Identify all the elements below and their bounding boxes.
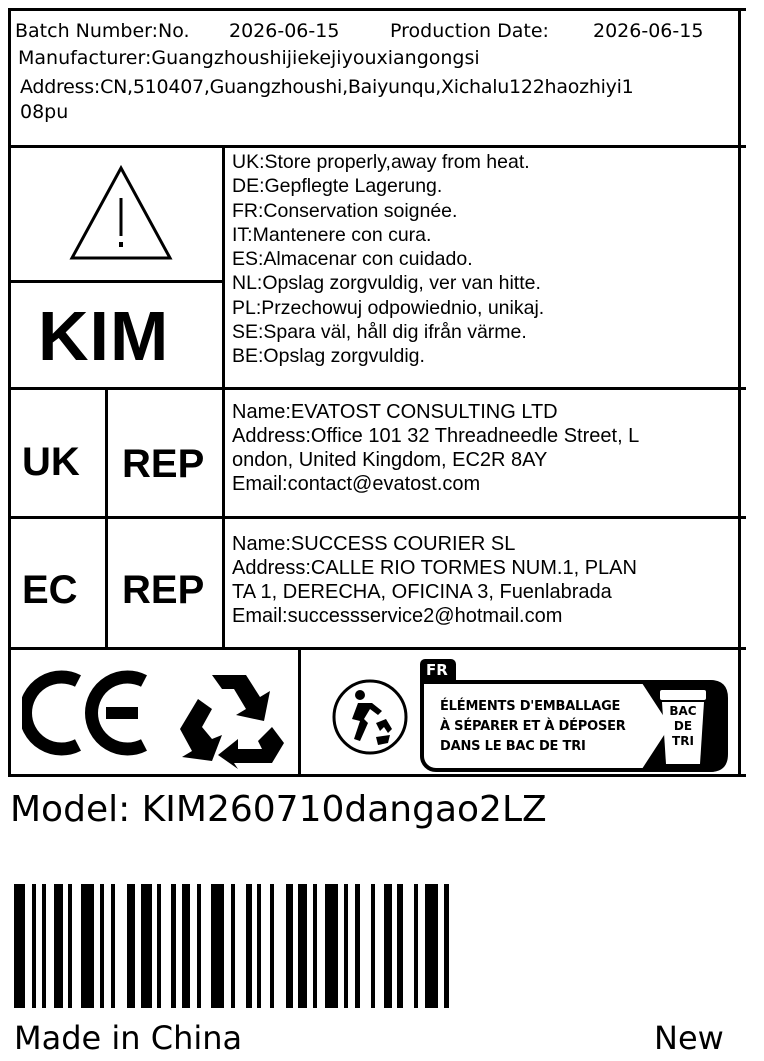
triman-icon xyxy=(330,675,410,759)
barcode-bar xyxy=(246,884,252,1008)
warning-line-de: DE:Gepflegte Lagerung. xyxy=(232,175,443,198)
frame-left-line xyxy=(8,8,11,777)
ec-badge: EC xyxy=(22,568,78,612)
barcode-bar xyxy=(444,884,449,1008)
barcode-bar xyxy=(42,884,46,1008)
condition-text: New xyxy=(654,1019,724,1057)
barcode-bar xyxy=(197,884,201,1008)
brand-logo: KIM xyxy=(38,297,170,375)
barcode-bar xyxy=(68,884,72,1008)
warning-triangle-icon xyxy=(66,162,176,264)
ec-rep-address-2: TA 1, DERECHA, OFICINA 3, Fuenlabrada xyxy=(232,581,612,603)
warning-line-fr: FR:Conservation soignée. xyxy=(232,199,458,222)
ce-mark-icon xyxy=(22,665,162,761)
barcode-bar xyxy=(397,884,403,1008)
uk-rep-address-2: ondon, United Kingdom, EC2R 8AY xyxy=(232,449,548,471)
barcode-bar xyxy=(425,884,438,1008)
warning-list xyxy=(232,150,544,369)
barcode-bars xyxy=(14,884,748,1008)
barcode-bar xyxy=(211,884,224,1008)
manufacturer-text: Manufacturer:Guangzhoushijiekejiyouxiangongsi xyxy=(18,47,480,69)
ec-rep-email: Email:successservice2@hotmail.com xyxy=(232,605,563,627)
triman-text-line-2: À SÉPARER ET À DÉPOSER xyxy=(440,719,626,734)
uk-rep-details xyxy=(232,400,639,496)
triman-text-line-1: ÉLÉMENTS D'EMBALLAGE xyxy=(440,699,621,714)
barcode-bar xyxy=(182,884,190,1008)
marks-divider xyxy=(298,649,301,777)
frame-top-line xyxy=(8,8,746,11)
batch-number-value: 2026-06-15 xyxy=(229,20,340,42)
ec-rep-name: Name:SUCCESS COURIER SL xyxy=(232,533,516,555)
batch-number-label: Batch Number:No. xyxy=(15,20,190,42)
barcode-bar xyxy=(100,884,104,1008)
triman-text xyxy=(440,697,626,757)
barcode-bar xyxy=(32,884,36,1008)
barcode-bar xyxy=(325,884,338,1008)
barcode-bar xyxy=(14,884,25,1008)
bin-text-line-2: DE xyxy=(673,719,693,733)
barcode-bar xyxy=(355,884,360,1008)
barcode-bar xyxy=(157,884,161,1008)
triman-country: FR xyxy=(426,661,448,679)
uk-rep-name: Name:EVATOST CONSULTING LTD xyxy=(232,401,558,423)
frame-right-line xyxy=(738,8,741,777)
warning-line-it: IT:Mantenere con cura. xyxy=(232,223,432,246)
barcode-bar xyxy=(111,884,115,1008)
header-divider xyxy=(8,145,746,148)
uk-rep-badge: REP xyxy=(122,442,205,486)
warning-section-bottom-line xyxy=(8,387,746,390)
production-date-label: Production Date: xyxy=(390,20,549,42)
barcode-bar xyxy=(81,884,94,1008)
ec-rep-badge: REP xyxy=(122,568,205,612)
uk-badge: UK xyxy=(22,440,80,484)
warning-brand-divider xyxy=(8,280,224,283)
origin-text: Made in China xyxy=(14,1019,243,1057)
warning-line-uk: UK:Store properly,away from heat. xyxy=(232,151,530,173)
barcode-bar xyxy=(344,884,348,1008)
ec-rep-address-1: Address:CALLE RIO TORMES NUM.1, PLAN xyxy=(232,557,637,579)
recycle-icon xyxy=(168,665,290,769)
barcode-bar xyxy=(171,884,176,1008)
uk-rep-bottom-line xyxy=(8,516,746,519)
barcode-bar xyxy=(313,884,317,1008)
triman-text-line-3: DANS LE BAC DE TRI xyxy=(440,739,586,754)
warning-line-nl: NL:Opslag zorgvuldig, ver van hitte. xyxy=(232,272,541,295)
barcode-bar xyxy=(286,884,293,1008)
marks-bottom-line xyxy=(8,774,746,777)
barcode-bar xyxy=(257,884,261,1008)
warning-line-pl: PL:Przechowuj odpowiednio, unikaj. xyxy=(232,296,545,319)
barcode-bar xyxy=(298,884,307,1008)
warning-line-be: BE:Opslag zorgvuldig. xyxy=(232,345,425,368)
warning-line-se: SE:Spara väl, håll dig ifrån värme. xyxy=(232,321,527,344)
uk-rep-address-1: Address:Office 101 32 Threadneedle Street, L xyxy=(232,425,640,447)
barcode-bar xyxy=(371,884,375,1008)
barcode-bar xyxy=(54,884,63,1008)
model-number: Model: KIM260710dangao2LZ xyxy=(10,789,547,830)
bin-text-line-1: BAC xyxy=(669,704,697,718)
column-divider xyxy=(222,145,225,649)
address-line-2: 08pu xyxy=(20,101,69,123)
uk-rep-email: Email:contact@evatost.com xyxy=(232,473,481,495)
warning-line-es: ES:Almacenar con cuidado. xyxy=(232,248,473,271)
barcode xyxy=(14,884,748,1008)
ec-rep-bottom-line xyxy=(8,647,746,650)
barcode-bar xyxy=(414,884,418,1008)
address-line-1: Address:CN,510407,Guangzhoushi,Baiyunqu,Xichalu122haozhiyi1 xyxy=(20,76,634,98)
barcode-bar xyxy=(384,884,392,1008)
bin-text-line-3: TRI xyxy=(672,734,694,748)
bin-text xyxy=(654,704,712,749)
production-date-value: 2026-06-15 xyxy=(593,20,704,42)
barcode-bar xyxy=(270,884,274,1008)
barcode-bar xyxy=(141,884,152,1008)
ec-rep-details xyxy=(232,532,637,628)
barcode-bar xyxy=(127,884,135,1008)
barcode-bar xyxy=(231,884,235,1008)
